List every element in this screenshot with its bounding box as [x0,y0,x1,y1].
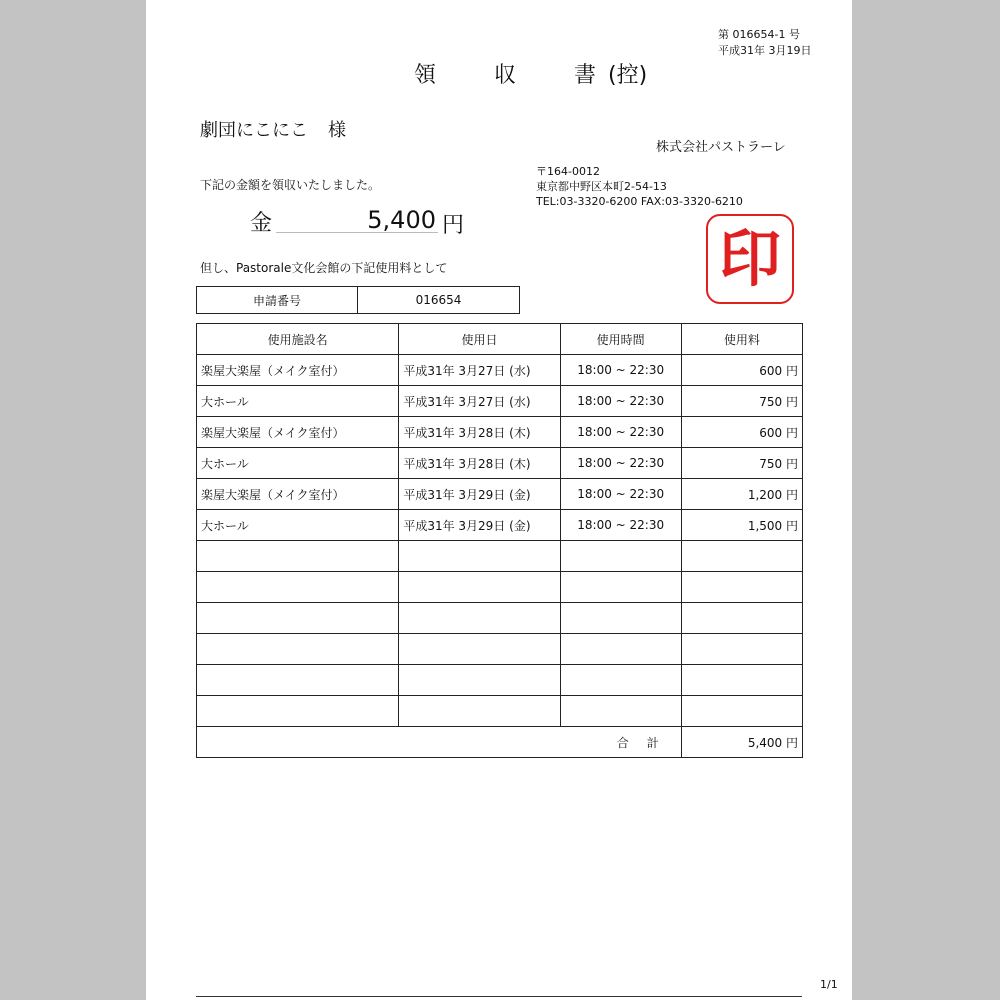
empty-cell [399,572,560,603]
seal-stamp [706,214,794,304]
cell-time: 18:00 ~ 22:30 [560,479,681,510]
empty-cell [681,696,802,727]
document-number: 第 016654-1 号 [718,28,800,41]
issuer-postal: 〒164-0012 [536,165,600,178]
empty-row [197,603,803,634]
issuer-company: 株式会社パストラーレ [656,140,786,155]
empty-cell [681,665,802,696]
issuer-tel-fax: TEL:03-3320-6200 FAX:03-3320-6210 [536,195,743,208]
cell-facility: 楽屋大楽屋（メイク室付） [197,479,399,510]
cell-fee: 1,200 円 [681,479,802,510]
recipient-honorific: 様 [328,120,346,141]
amount-yen: 円 [442,213,465,238]
cell-fee: 1,500 円 [681,510,802,541]
cell-date: 平成31年 3月28日 (木) [399,417,560,448]
empty-cell [681,572,802,603]
title-char-1: 領 [414,63,437,88]
cell-facility: 大ホール [197,448,399,479]
empty-cell [560,572,681,603]
empty-cell [399,665,560,696]
empty-cell [560,603,681,634]
empty-cell [197,696,399,727]
cell-facility: 大ホール [197,510,399,541]
total-row [197,727,803,758]
empty-cell [399,696,560,727]
table-row [197,417,803,448]
empty-cell [681,603,802,634]
receipt-page [146,0,852,1000]
empty-cell [399,603,560,634]
cell-facility: 楽屋大楽屋（メイク室付） [197,417,399,448]
received-statement: 下記の金額を領収いたしました。 [200,178,381,192]
application-number-box [196,286,520,314]
empty-cell [197,665,399,696]
seal-stamp-text: 印 [718,222,781,295]
cell-fee: 600 円 [681,355,802,386]
title-suffix: (控) [608,63,648,88]
footer-line [196,996,802,997]
total-label: 合計 [197,727,682,758]
recipient-name: 劇団にこにこ [200,120,308,141]
table-row [197,386,803,417]
empty-row [197,541,803,572]
empty-cell [560,665,681,696]
empty-cell [197,541,399,572]
cell-date: 平成31年 3月27日 (水) [399,355,560,386]
header-facility: 使用施設名 [197,324,399,355]
empty-cell [197,634,399,665]
empty-cell [197,572,399,603]
usage-table [196,323,803,758]
cell-fee: 750 円 [681,386,802,417]
empty-cell [197,603,399,634]
amount-label: 金 [250,211,273,236]
empty-cell [681,541,802,572]
document-date: 平成31年 3月19日 [718,44,812,57]
cell-fee: 750 円 [681,448,802,479]
cell-date: 平成31年 3月28日 (木) [399,448,560,479]
application-number-label: 申請番号 [197,287,358,313]
empty-row [197,696,803,727]
page-title [414,58,647,89]
total-value: 5,400 円 [681,727,802,758]
issuer-address: 東京都中野区本町2-54-13 [536,180,667,193]
cell-facility: 楽屋大楽屋（メイク室付） [197,355,399,386]
empty-cell [399,541,560,572]
page-number: 1/1 [820,978,838,991]
empty-cell [681,634,802,665]
table-body [197,355,803,758]
empty-row [197,634,803,665]
cell-time: 18:00 ~ 22:30 [560,448,681,479]
empty-cell [560,696,681,727]
application-number-value: 016654 [415,293,462,307]
header-time: 使用時間 [560,324,681,355]
empty-cell [560,634,681,665]
empty-cell [399,634,560,665]
table-header-row [197,324,803,355]
cell-time: 18:00 ~ 22:30 [560,510,681,541]
table-row [197,448,803,479]
cell-fee: 600 円 [681,417,802,448]
empty-cell [560,541,681,572]
empty-row [197,665,803,696]
cell-time: 18:00 ~ 22:30 [560,417,681,448]
table-row [197,479,803,510]
cell-time: 18:00 ~ 22:30 [560,355,681,386]
table-row [197,355,803,386]
title-char-2: 収 [494,63,517,88]
cell-date: 平成31年 3月27日 (水) [399,386,560,417]
table-row [197,510,803,541]
header-fee: 使用料 [681,324,802,355]
cell-facility: 大ホール [197,386,399,417]
empty-row [197,572,803,603]
amount-value: 5,400 [367,206,436,234]
cell-time: 18:00 ~ 22:30 [560,386,681,417]
recipient [200,116,346,142]
header-date: 使用日 [399,324,560,355]
cell-date: 平成31年 3月29日 (金) [399,479,560,510]
purpose-text: 但し、Pastorale文化会館の下記使用料として [200,261,448,275]
title-char-3: 書 [574,63,597,88]
cell-date: 平成31年 3月29日 (金) [399,510,560,541]
